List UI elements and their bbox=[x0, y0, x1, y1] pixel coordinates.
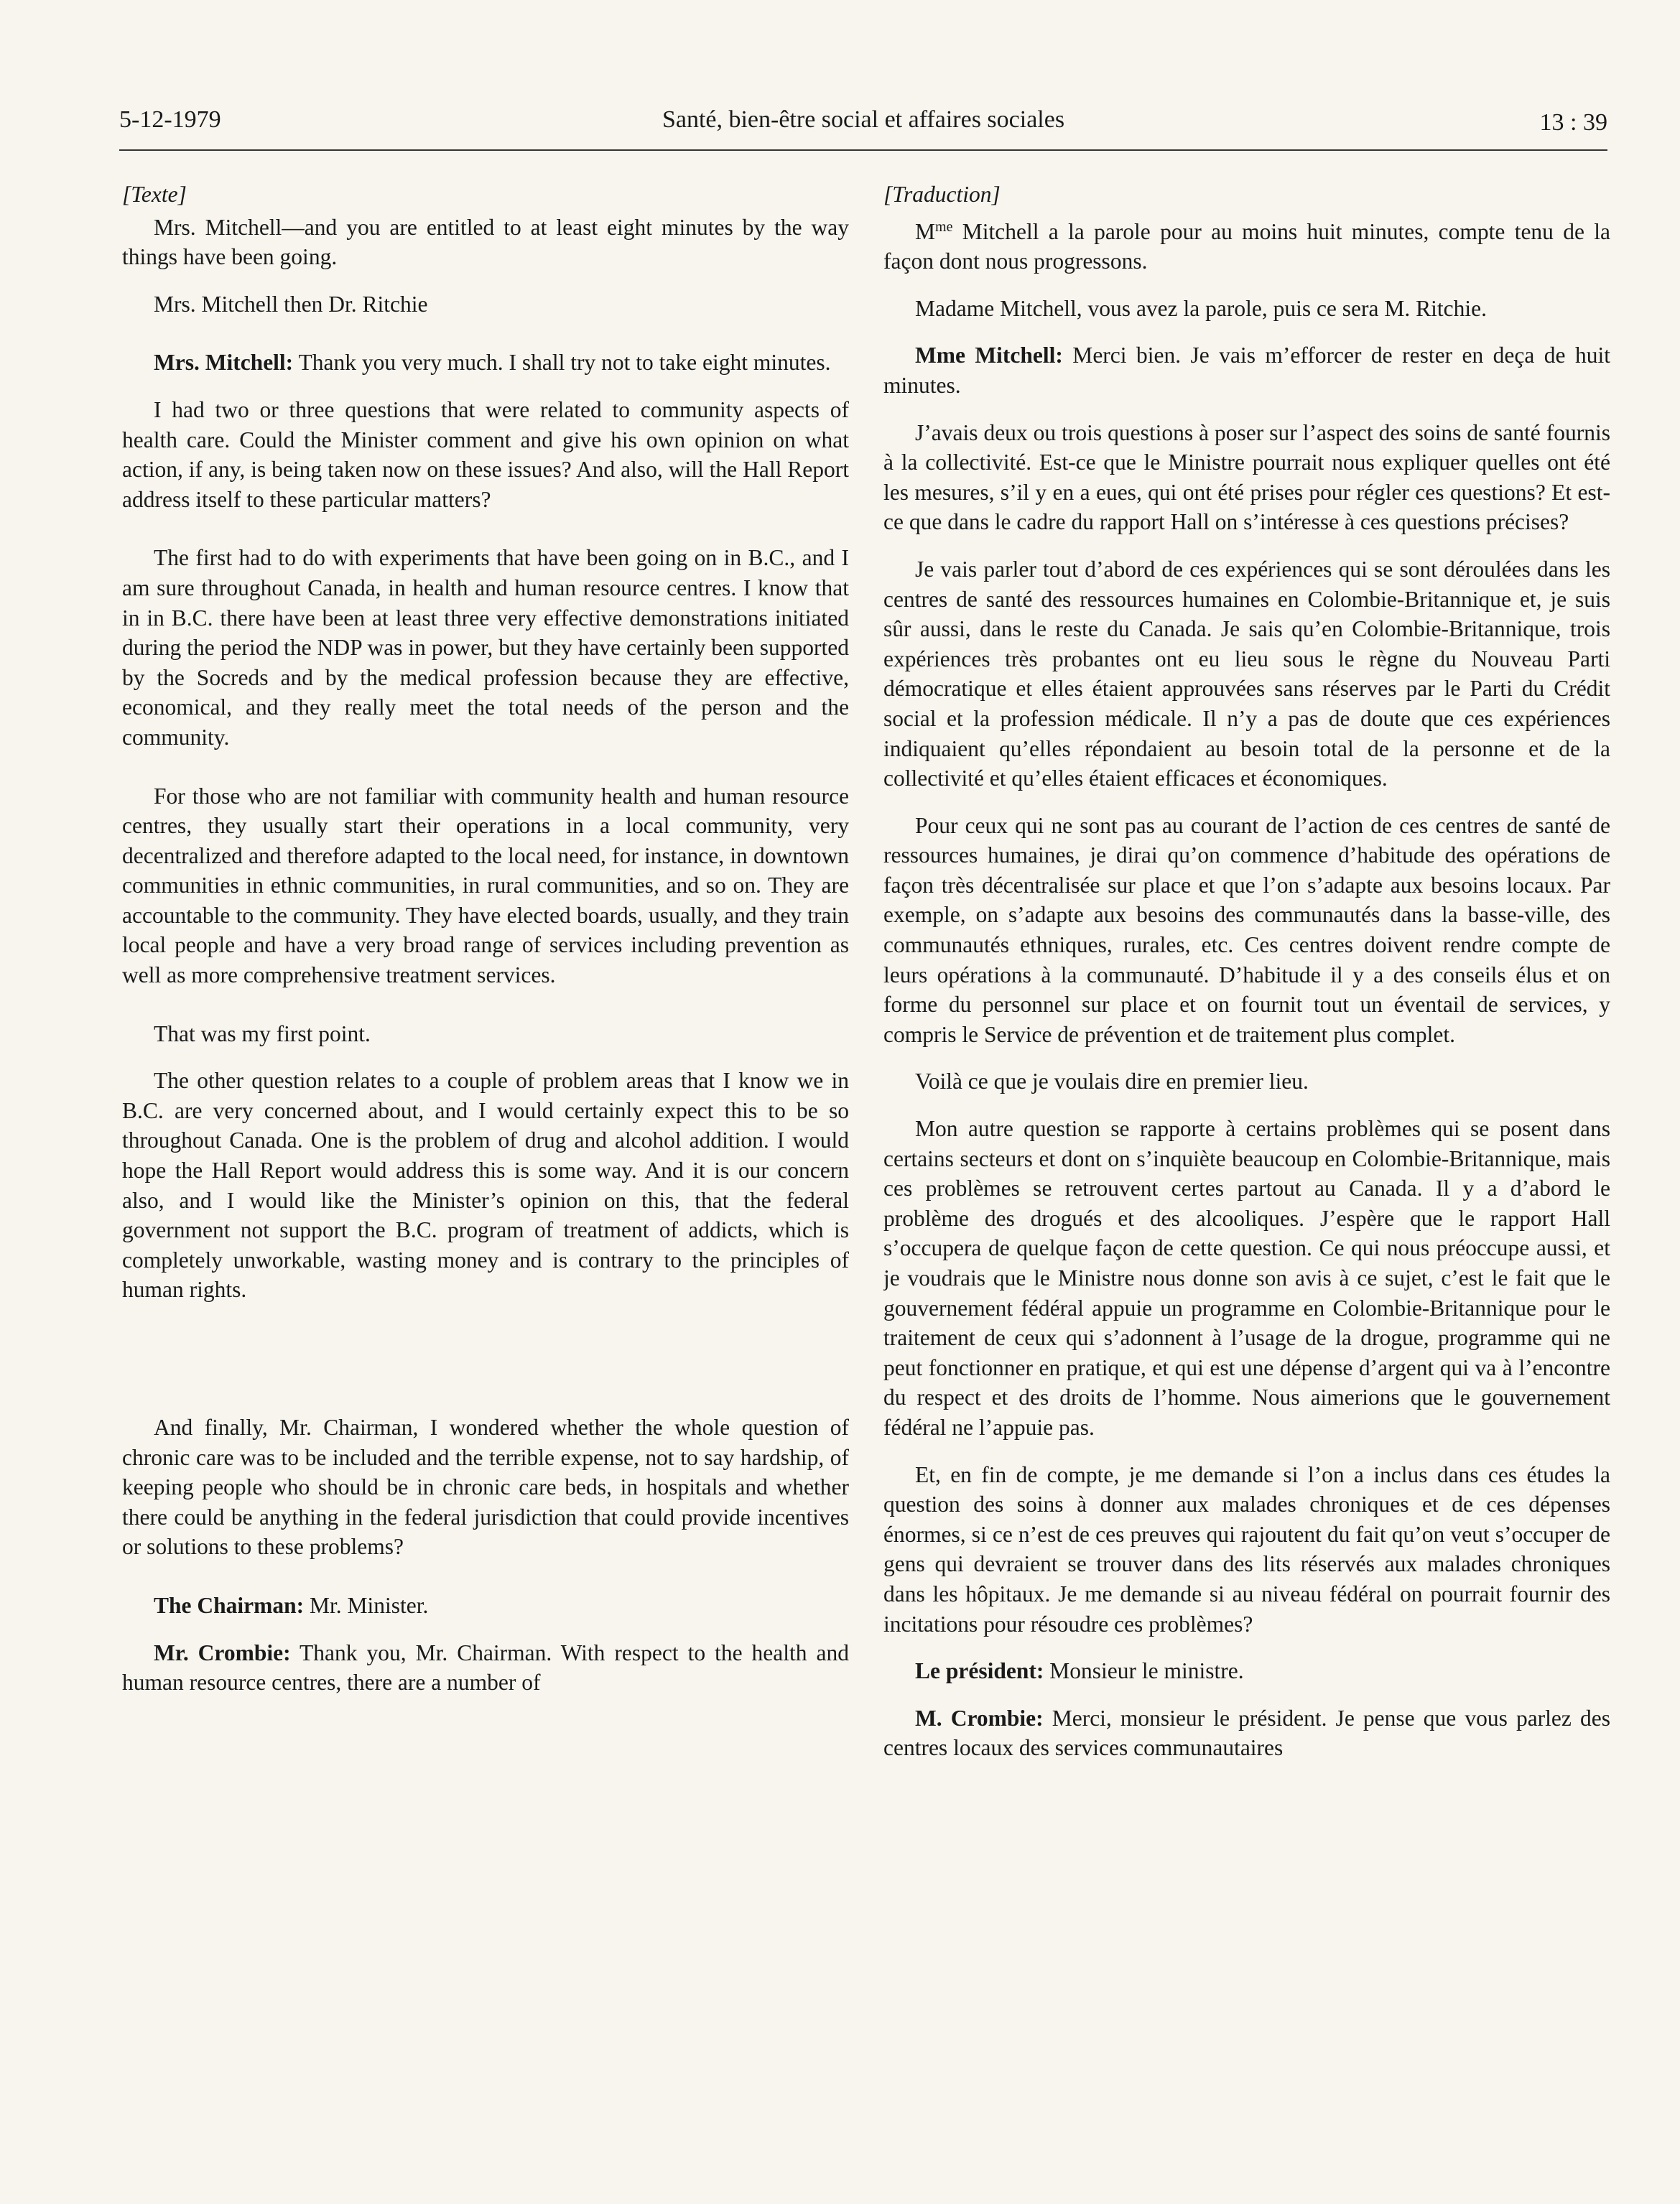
paragraph: The first had to do with experiments that have been going on in B.C., and I am sure throughout Canada, in health and human resource centres. I know that in in B.C. there have been at least three very effective demonstrations initiated during the period the NDP was in power, but they have certainly been supported by the Socreds and by the medical profession because they are effective, economical, and they really meet the total needs of the person and the community. bbox=[122, 545, 849, 750]
speech-text: Merci bien. Je vais m’efforcer de rester en deça de huit minutes. bbox=[883, 343, 1610, 398]
speaker-name: M. Crombie: bbox=[915, 1705, 1044, 1731]
language-label: [Traduction] bbox=[883, 182, 1001, 207]
paragraph: Pour ceux qui ne sont pas au courant de l’action de ces centres de santé de ressources humaines, je dirai qu’on commence d’habitude des opérations de façon très décentralisée sur place et que l’on s’adapte aux besoins locaux. Par exemple, on s’adapte aux besoins des communautés dans la basse-ville, des communautés ethniques, rurales, etc. Ces centres doivent rendre compte de leurs opérations à la communauté. D’habitude il y a des conseils élus et on forme du personnel sur place et on fournit tout un éventail de services, y compris le Service de prévention et de traitement plus complet. bbox=[883, 812, 1610, 1047]
paragraph: $M^{me}$ Mitchell a la parole pour au moins huit minutes, compte tenu de la façon dont nous progressons. bbox=[883, 218, 1610, 274]
english-column bbox=[122, 180, 849, 2018]
paragraph: Et, en fin de compte, je me demande si l’on a inclus dans ces études la question des soins à donner aux malades chroniques et de ces dépenses énormes, si ce n’est de ces preuves qui rajoutent du fait qu’on veut s’occuper de gens qui devraient se trouver dans des lits réservés aux malades chroniques dans les hôpitaux. Je me demande si au niveau fédéral on pourrait fournir des incitations pour résoudre ces problèmes? bbox=[883, 1461, 1610, 1637]
speaker-name: Le président: bbox=[915, 1658, 1044, 1684]
paragraph bbox=[122, 1638, 849, 1698]
paragraph: J’avais deux ou trois questions à poser sur l’aspect des soins de santé fournis à la collectivité. Est-ce que le Ministre pourrait nous expliquer quelles ont été les mesures, s’il y en a eues, qui ont été prises pour régler ces questions? Et est-ce que dans le cadre du rapport Hall on s’intéresse à ces questions précises? bbox=[883, 419, 1610, 535]
paragraph bbox=[883, 1656, 1610, 1686]
paragraph: For those who are not familiar with community health and human resource centres, they usually start their operations in a local community, very decentralized and therefore adapted to the local need, for instance, in downtown communities in ethnic communities, in rural communities, and so on. They are accountable to the community. They have elected boards, usually, and they train local people and have a very broad range of services including prevention as well as more comprehensive treatment services. bbox=[122, 783, 849, 988]
paragraph: Voilà ce que je voulais dire en premier lieu. bbox=[915, 1069, 1309, 1094]
paragraph bbox=[122, 1591, 849, 1621]
french-column bbox=[883, 180, 1610, 2018]
paragraph: Mon autre question se rapporte à certains problèmes qui se posent dans certains secteurs et dont on s’inquiète beaucoup en Colombie-Britannique, mais ces problèmes se retrouvent certes partout au Canada. Il y a d’abord le problème des drogués et des alcooliques. J’espère que le rapport Hall s’occupera de quelque façon de cette question. Ce qui nous préoccupe aussi, et je voudrais que le Ministre nous donne son avis à ce sujet, c’est le fait que le gouvernement fédéral appuie un programme en Colombie-Britannique pour le traitement de ceux qui s’adonnent à l’usage de la drogue, programme qui ne peut fonctionner en pratique, et qui est une dépense d’argent qui va à l’encontre du respect et des droits de l’homme. Nous aimerions que le gouvernement fédéral ne l’appuie pas. bbox=[883, 1116, 1610, 1440]
paragraph bbox=[883, 1703, 1610, 1763]
speech-text: Monsieur le ministre. bbox=[1044, 1658, 1244, 1684]
language-label: [Texte] bbox=[122, 182, 187, 207]
paragraph: Je vais parler tout d’abord de ces expériences qui se sont déroulées dans les centres de santé des ressources humaines en Colombie-Britannique et, je suis sûr aussi, dans le reste du Canada. Je sais qu’en Colombie-Britannique, trois expériences très probantes ont eu lieu sous le règne du Nouveau Parti démocratique et elles étaient approuvées sans réserves par le Parti du Crédit social et la profession médicale. Il n’y a pas de doute que ces expériences indiquaient qu’elles répondaient au besoin total de la personne et de la collectivité et qu’elles étaient efficaces et économiques. bbox=[883, 556, 1610, 791]
paragraph bbox=[122, 348, 849, 378]
paragraph: Madame Mitchell, vous avez la parole, puis ce sera M. Ritchie. bbox=[915, 295, 1487, 321]
paragraph: Mrs. Mitchell—and you are entitled to at least eight minutes by the way things have been going. bbox=[122, 214, 849, 270]
speaker-name: The Chairman: bbox=[154, 1592, 305, 1618]
header-page-number: 13 : 39 bbox=[1539, 109, 1607, 136]
page-header bbox=[119, 106, 1607, 151]
speaker-name: Mr. Crombie: bbox=[154, 1640, 291, 1665]
header-title: Santé, bien-être social et affaires sociales bbox=[662, 106, 1065, 133]
speech-text: Mr. Minister. bbox=[304, 1592, 429, 1618]
speech-text: Thank you, Mr. Chairman. With respect to the health and human resource centres, there are a number of bbox=[122, 1640, 849, 1696]
header-date: 5-12-1979 bbox=[119, 106, 221, 133]
speech-text: Thank you very much. I shall try not to take eight minutes. bbox=[293, 350, 831, 376]
speaker-name: Mme Mitchell: bbox=[915, 343, 1063, 368]
paragraph: And finally, Mr. Chairman, I wondered whether the whole question of chronic care was to be included and the terrible expense, not to say hardship, of keeping people who should be in chronic care beds, in hospitals and whether there could be anything in the federal jurisdiction that could provide incentives or solutions to these problems? bbox=[122, 1415, 849, 1560]
speech-text: Merci, monsieur le président. Je pense que vous parlez des centres locaux des services communautaires bbox=[883, 1705, 1610, 1761]
paragraph: Mrs. Mitchell then Dr. Ritchie bbox=[154, 291, 428, 317]
paragraph: The other question relates to a couple of problem areas that I know we in B.C. are very concerned about, and I would certainly expect this to be so throughout Canada. One is the problem of drug and alcohol addition. I would hope the Hall Report would address this is some way. And it is our concern also, and I would like the Minister’s opinion on this, that the federal government not support the B.C. program of treatment of addicts, which is completely unworkable, wasting money and is contrary to the principles of human rights. bbox=[122, 1068, 849, 1303]
speaker-name: Mrs. Mitchell: bbox=[154, 350, 294, 376]
paragraph: I had two or three questions that were related to community aspects of health care. Could the Minister comment and give his own opinion on what action, if any, is being taken now on these issues? And also, will the Hall Report address itself to these particular matters? bbox=[122, 396, 849, 512]
paragraph: That was my first point. bbox=[154, 1020, 371, 1046]
paragraph bbox=[883, 340, 1610, 400]
